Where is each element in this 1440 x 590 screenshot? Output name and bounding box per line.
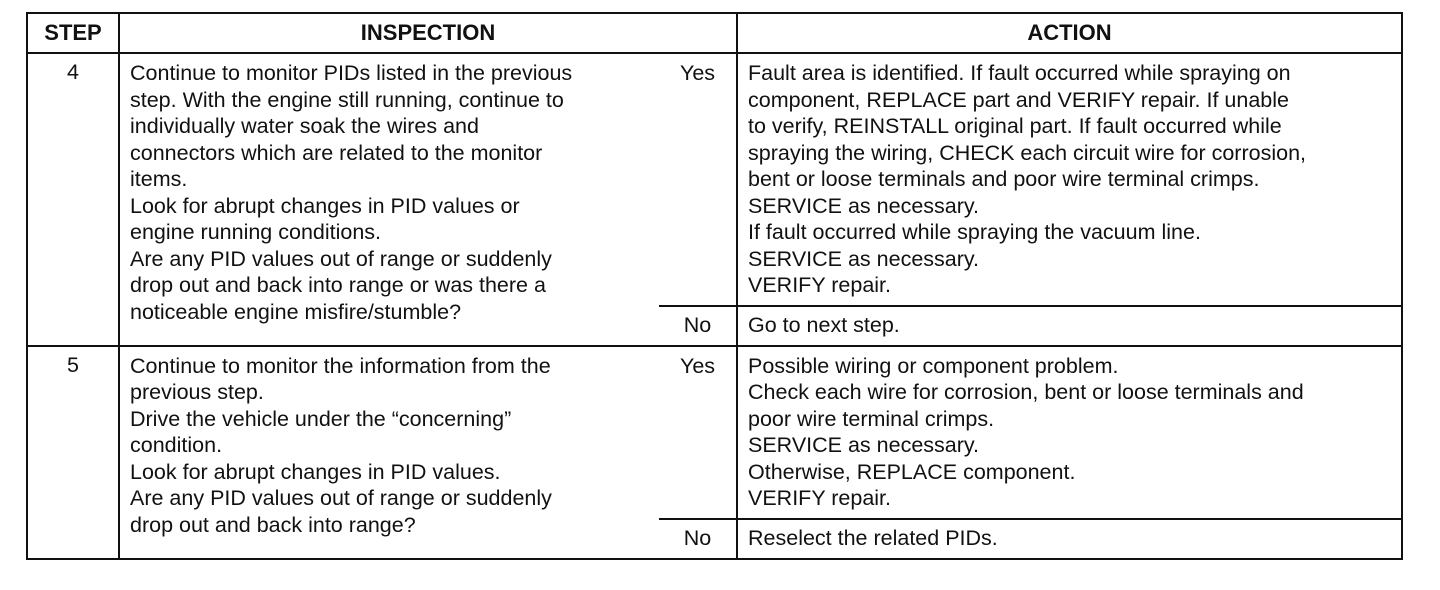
table-row	[27, 346, 1402, 519]
inspection-line: noticeable engine misfire/stumble?	[130, 299, 462, 324]
action-line: SERVICE as necessary.	[748, 433, 980, 457]
action-line: poor wire terminal crimps.	[748, 406, 995, 431]
inspection-line: items.	[130, 167, 188, 191]
answer-no: No	[659, 519, 737, 559]
inspection-line: Are any PID values out of range or suddenly	[130, 246, 552, 271]
inspection-line: Look for abrupt changes in PID values or	[130, 193, 520, 218]
action-line: Otherwise, REPLACE component.	[748, 459, 1076, 484]
inspection-line: connectors which are related to the monitor	[130, 140, 543, 165]
inspection-line: previous step.	[130, 380, 264, 404]
inspection-line: Are any PID values out of range or suddenly	[130, 486, 552, 510]
action-yes	[737, 53, 1402, 306]
action-line: Check each wire for corrosion, bent or loose terminals and	[748, 380, 1304, 404]
header-action: ACTION	[737, 13, 1402, 53]
action-line: SERVICE as necessary.	[748, 246, 980, 271]
action-line: Possible wiring or component problem.	[748, 353, 1119, 378]
action-line: to verify, REINSTALL original part. If fault occurred while	[748, 114, 1282, 138]
step-number: 4	[27, 53, 119, 346]
action-line: VERIFY repair.	[748, 273, 891, 297]
action-line: VERIFY repair.	[748, 486, 891, 510]
inspection-line: condition.	[130, 433, 223, 457]
action-line: spraying the wiring, CHECK each circuit wire for corrosion,	[748, 140, 1307, 165]
diagnostic-table	[26, 12, 1403, 560]
action-line: bent or loose terminals and poor wire terminal crimps.	[748, 167, 1260, 191]
action-line: Fault area is identified. If fault occurred while spraying on	[748, 61, 1291, 85]
inspection-line: Look for abrupt changes in PID values.	[130, 459, 501, 484]
action-no: Reselect the related PIDs.	[737, 519, 1402, 559]
inspection-line: drop out and back into range or was there a	[130, 273, 546, 297]
inspection-line: Continue to monitor PIDs listed in the previous	[130, 61, 573, 85]
table-row	[27, 53, 1402, 306]
answer-yes: Yes	[659, 53, 737, 306]
header-inspection: INSPECTION	[119, 13, 737, 53]
inspection-line: drop out and back into range?	[130, 512, 416, 537]
header-step: STEP	[27, 13, 119, 53]
action-line: If fault occurred while spraying the vacuum line.	[748, 220, 1201, 244]
inspection-line: engine running conditions.	[130, 220, 382, 244]
inspection-text	[119, 346, 659, 559]
header-row	[27, 13, 1402, 53]
answer-yes: Yes	[659, 346, 737, 519]
action-no: Go to next step.	[737, 306, 1402, 346]
inspection-line: step. With the engine still running, continue to	[130, 87, 564, 112]
step-number: 5	[27, 346, 119, 559]
inspection-line: Continue to monitor the information from the	[130, 353, 551, 378]
inspection-line: Drive the vehicle under the “concerning”	[130, 406, 512, 431]
answer-no: No	[659, 306, 737, 346]
action-line: component, REPLACE part and VERIFY repair. If unable	[748, 87, 1289, 112]
action-line: SERVICE as necessary.	[748, 193, 980, 218]
inspection-line: individually water soak the wires and	[130, 114, 479, 138]
inspection-text	[119, 53, 659, 346]
action-yes	[737, 346, 1402, 519]
